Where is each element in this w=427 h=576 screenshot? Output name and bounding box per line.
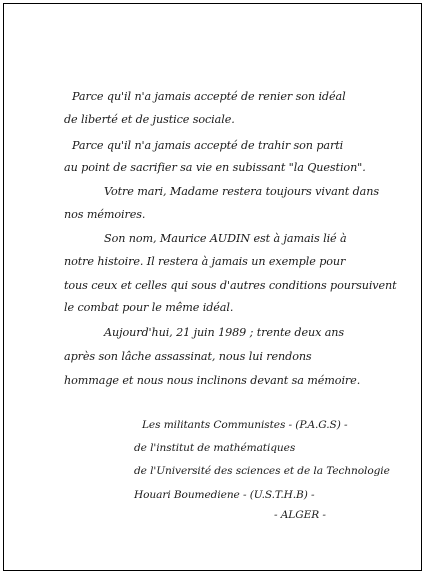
- letter-page: [3, 3, 422, 571]
- letter-line: Votre mari, Madame restera toujours vivant dans: [104, 185, 379, 198]
- signature-line: de l'Université des sciences et de la Technologie: [134, 465, 390, 477]
- letter-line: Son nom, Maurice AUDIN est à jamais lié à: [104, 232, 347, 245]
- letter-line: le combat pour le même idéal.: [64, 301, 234, 314]
- signature-line: Houari Boumediene - (U.S.T.H.B) -: [134, 489, 315, 501]
- letter-line: après son lâche assassinat, nous lui rendons: [64, 350, 312, 363]
- letter-line: hommage et nous nous inclinons devant sa mémoire.: [64, 374, 361, 387]
- signature-city: - ALGER -: [274, 509, 326, 521]
- letter-line: tous ceux et celles qui sous d'autres conditions poursuivent: [64, 279, 397, 292]
- letter-line: nos mémoires.: [64, 208, 146, 221]
- letter-line: notre histoire. Il restera à jamais un exemple pour: [64, 255, 346, 268]
- signature-line: de l'institut de mathématiques: [134, 442, 296, 454]
- handwritten-letter: [4, 4, 421, 570]
- letter-line: Parce qu'il n'a jamais accepté de trahir son parti: [72, 139, 344, 152]
- letter-line: Aujourd'hui, 21 juin 1989 ; trente deux ans: [104, 326, 345, 339]
- signature-line: Les militants Communistes - (P.A.G.S) -: [142, 419, 348, 431]
- letter-line: Parce qu'il n'a jamais accepté de renier son idéal: [72, 90, 346, 103]
- letter-line: de liberté et de justice sociale.: [64, 113, 235, 126]
- letter-line: au point de sacrifier sa vie en subissant "la Question".: [64, 161, 366, 174]
